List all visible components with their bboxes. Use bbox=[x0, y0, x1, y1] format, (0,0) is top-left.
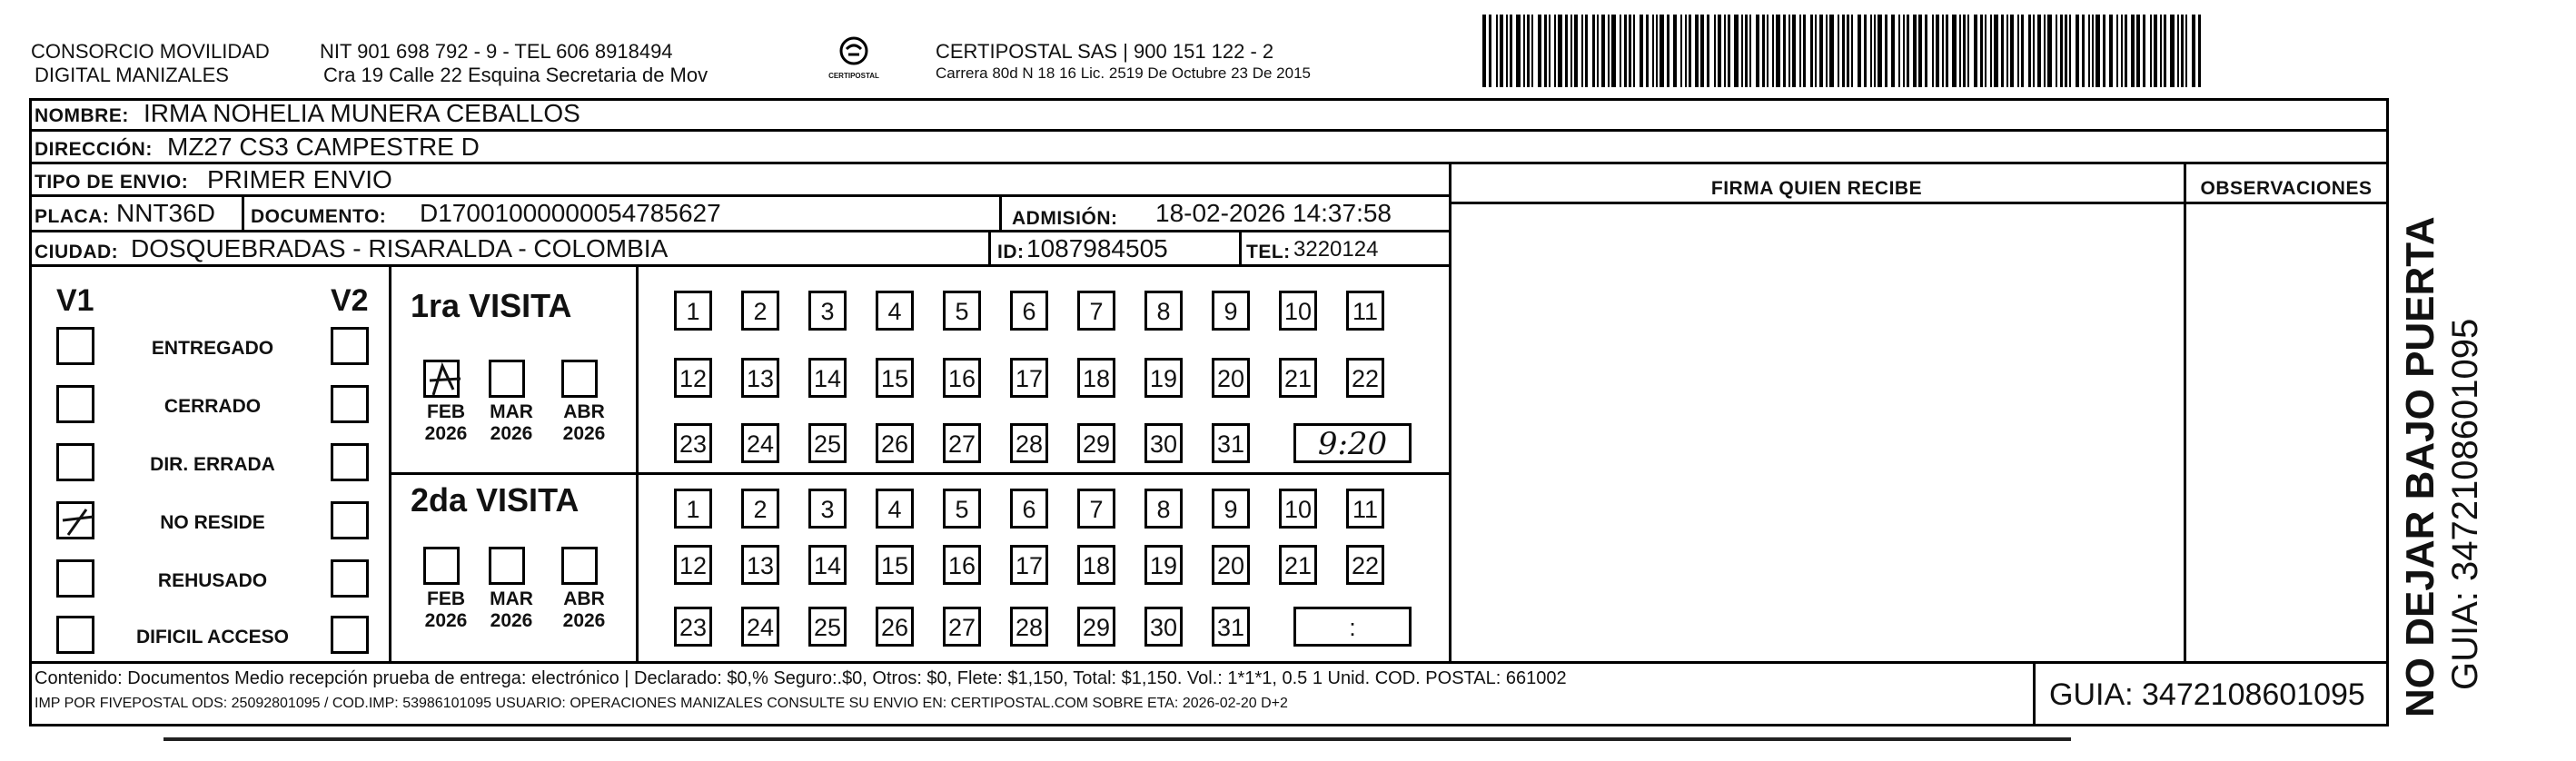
month-name: FEB bbox=[427, 588, 465, 609]
day-box[interactable]: 27 bbox=[943, 423, 981, 463]
month-year: 2026 bbox=[490, 423, 533, 444]
barcode-bar bbox=[1994, 15, 1998, 87]
barcode-bar bbox=[1990, 15, 1992, 87]
barcode-bar bbox=[1974, 15, 1977, 87]
status-option-label: DIFICIL ACCESO bbox=[135, 627, 289, 647]
barcode-bar bbox=[1538, 15, 1541, 87]
admision-value: 18-02-2026 14:37:58 bbox=[1155, 199, 1392, 227]
month-year: 2026 bbox=[424, 610, 468, 631]
day-box[interactable]: 21 bbox=[1279, 358, 1317, 398]
barcode-bar bbox=[1749, 15, 1751, 87]
barcode-bar bbox=[1624, 15, 1627, 87]
barcode-bar bbox=[1695, 15, 1699, 87]
barcode-bar bbox=[1652, 15, 1654, 87]
barcode-bar bbox=[1847, 15, 1849, 87]
day-box[interactable]: 7 bbox=[1077, 489, 1115, 529]
barcode-bar bbox=[2021, 15, 2024, 87]
barcode-bar bbox=[1942, 15, 1944, 87]
day-box[interactable]: 5 bbox=[943, 291, 981, 331]
barcode-bar bbox=[1581, 15, 1583, 87]
divider bbox=[1239, 232, 1242, 264]
barcode-bar bbox=[1932, 15, 1934, 87]
day-box[interactable]: 10 bbox=[1279, 489, 1317, 529]
side-guia: GUIA: 3472108601095 bbox=[2445, 318, 2485, 690]
barcode-bar bbox=[1936, 15, 1939, 87]
footer-guia: GUIA: 3472108601095 bbox=[2049, 677, 2365, 712]
barcode-bar bbox=[1680, 15, 1682, 87]
placa-value: NNT36D bbox=[116, 199, 215, 227]
time-box[interactable]: : bbox=[1293, 607, 1412, 647]
barcode-bar bbox=[1565, 15, 1568, 87]
barcode-bar bbox=[1776, 15, 1780, 87]
tel-label: TEL: bbox=[1246, 242, 1291, 262]
barcode-bar bbox=[1608, 15, 1610, 87]
barcode-bar bbox=[1489, 15, 1491, 87]
barcode-bar bbox=[1685, 15, 1687, 87]
barcode-bar bbox=[1549, 15, 1551, 87]
month-checkbox[interactable] bbox=[561, 360, 598, 398]
nit-line: NIT 901 698 792 - 9 - TEL 606 8918494 bbox=[320, 40, 673, 63]
checkmark-icon bbox=[59, 504, 97, 542]
documento-label: DOCUMENTO: bbox=[251, 206, 387, 227]
month-checkbox[interactable] bbox=[423, 360, 460, 398]
day-box[interactable]: 9 bbox=[1212, 291, 1250, 331]
month-name: ABR bbox=[563, 588, 605, 609]
v2-checkbox[interactable] bbox=[331, 501, 369, 539]
day-box[interactable]: 26 bbox=[876, 607, 914, 647]
barcode-bar bbox=[2154, 15, 2157, 87]
day-box[interactable]: 8 bbox=[1144, 489, 1183, 529]
barcode-bar bbox=[2037, 15, 2041, 87]
barcode-bar bbox=[2082, 15, 2085, 87]
barcode-bar bbox=[1838, 15, 1839, 87]
barcode-bar bbox=[1878, 15, 1882, 87]
barcode-bar bbox=[1718, 15, 1721, 87]
day-box[interactable]: 16 bbox=[943, 545, 981, 585]
month-label bbox=[480, 401, 543, 445]
day-box[interactable]: 17 bbox=[1010, 358, 1048, 398]
barcode-bar bbox=[1734, 15, 1739, 87]
day-box[interactable]: 6 bbox=[1010, 489, 1048, 529]
day-box[interactable]: 15 bbox=[876, 358, 914, 398]
status-divider bbox=[389, 267, 391, 661]
barcode-bar bbox=[1756, 15, 1759, 87]
day-box[interactable]: 4 bbox=[876, 489, 914, 529]
day-box[interactable]: 19 bbox=[1144, 358, 1183, 398]
barcode-bar bbox=[1611, 15, 1616, 87]
carrier-info bbox=[936, 40, 1311, 84]
barcode-bar bbox=[2076, 15, 2079, 87]
barcode-bar bbox=[1724, 15, 1726, 87]
month-label bbox=[480, 588, 543, 632]
day-box[interactable]: 4 bbox=[876, 291, 914, 331]
barcode-bar bbox=[1633, 15, 1635, 87]
divider bbox=[999, 197, 1002, 230]
barcode-bar bbox=[1523, 15, 1525, 87]
day-box[interactable]: 22 bbox=[1346, 545, 1384, 585]
tipo-label: TIPO DE ENVIO: bbox=[35, 172, 189, 193]
day-box[interactable]: 7 bbox=[1077, 291, 1115, 331]
barcode-bar bbox=[1980, 15, 1983, 87]
status-option-label: DIR. ERRADA bbox=[150, 454, 275, 475]
barcode-bar bbox=[1570, 15, 1572, 87]
barcode-bar bbox=[1646, 15, 1649, 87]
day-box[interactable]: 28 bbox=[1010, 607, 1048, 647]
firma-label: FIRMA QUIEN RECIBE bbox=[1710, 178, 1923, 199]
barcode-bar bbox=[2116, 15, 2118, 87]
barcode-bar bbox=[2185, 15, 2187, 87]
logo-icon bbox=[836, 36, 872, 67]
company-line-2: DIGITAL MANIZALES bbox=[35, 64, 229, 86]
footer-line-2: IMP POR FIVEPOSTAL ODS: 25092801095 / COD.IMP: 53986101095 USUARIO: OPERACIONES MANIZALES CONSULTE SU ENVIO EN: CERTIPOSTAL.COM SOBRE ETA: 2026-02-20 D+2 bbox=[35, 696, 1288, 711]
v2-checkbox[interactable] bbox=[331, 559, 369, 598]
barcode-bar bbox=[2060, 15, 2063, 87]
v2-checkbox[interactable] bbox=[331, 443, 369, 481]
day-box[interactable]: 5 bbox=[943, 489, 981, 529]
barcode-bar bbox=[1903, 15, 1905, 87]
tipo-value: PRIMER ENVIO bbox=[207, 165, 392, 193]
row-direccion bbox=[29, 132, 2387, 164]
row-placa-documento bbox=[29, 197, 1449, 232]
barcode-bar bbox=[1851, 15, 1853, 87]
barcode-bar bbox=[2044, 15, 2046, 87]
barcode-bar bbox=[1574, 15, 1578, 87]
day-box[interactable]: 24 bbox=[741, 607, 779, 647]
day-box[interactable]: 9 bbox=[1212, 489, 1250, 529]
tel-value: 3220124 bbox=[1293, 237, 1379, 262]
tear-line bbox=[163, 737, 2071, 741]
row-tipo-envio bbox=[29, 164, 1449, 197]
barcode-bar bbox=[2198, 15, 2201, 87]
barcode-bar bbox=[1592, 15, 1595, 87]
side-warning: NO DEJAR BAJO PUERTA bbox=[2398, 216, 2442, 717]
day-box[interactable]: 20 bbox=[1212, 358, 1250, 398]
barcode-bar bbox=[1967, 15, 1969, 87]
barcode-bar bbox=[1544, 15, 1547, 87]
barcode-bar bbox=[1585, 15, 1588, 87]
barcode-bar bbox=[1907, 15, 1909, 87]
day-box[interactable]: 3 bbox=[808, 291, 847, 331]
barcode-bar bbox=[2160, 15, 2162, 87]
row-ciudad bbox=[29, 232, 1449, 267]
day-box[interactable]: 16 bbox=[943, 358, 981, 398]
month-label bbox=[552, 401, 616, 445]
documento-value: D17001000000054785627 bbox=[420, 199, 721, 227]
barcode-bar bbox=[1946, 15, 1948, 87]
id-value: 1087984505 bbox=[1026, 234, 1168, 262]
barcode-bar bbox=[1898, 15, 1900, 87]
company-contact bbox=[320, 40, 708, 87]
barcode-bar bbox=[2069, 15, 2071, 87]
v1-checkbox[interactable] bbox=[56, 616, 94, 654]
barcode-bar bbox=[1660, 15, 1664, 87]
barcode-bar bbox=[1783, 15, 1786, 87]
day-box[interactable]: 23 bbox=[674, 607, 712, 647]
month-label bbox=[414, 588, 478, 632]
barcode-bar bbox=[1510, 15, 1512, 87]
day-box[interactable]: 26 bbox=[876, 423, 914, 463]
footer-divider bbox=[2033, 661, 2036, 726]
day-box[interactable]: 19 bbox=[1144, 545, 1183, 585]
barcode-bar bbox=[1985, 15, 1986, 87]
day-box[interactable]: 13 bbox=[741, 358, 779, 398]
barcode-bar bbox=[1506, 15, 1508, 87]
barcode-bar bbox=[2192, 15, 2195, 87]
barcode-bar bbox=[1874, 15, 1876, 87]
barcode-bar bbox=[1601, 15, 1605, 87]
barcode-bar bbox=[1516, 15, 1521, 87]
day-box[interactable]: 25 bbox=[808, 607, 847, 647]
barcode-bar bbox=[1620, 15, 1621, 87]
day-box[interactable]: 22 bbox=[1346, 358, 1384, 398]
v2-label: V2 bbox=[331, 283, 369, 318]
direccion-value: MZ27 CS3 CAMPESTRE D bbox=[167, 133, 480, 161]
barcode-bar bbox=[2181, 15, 2184, 87]
month-checkbox[interactable] bbox=[561, 547, 598, 585]
barcode-bar bbox=[1741, 15, 1743, 87]
barcode-bar bbox=[1554, 15, 1556, 87]
barcode-bar bbox=[1772, 15, 1774, 87]
ciudad-value: DOSQUEBRADAS - RISARALDA - COLOMBIA bbox=[131, 234, 669, 262]
v1-checkbox[interactable] bbox=[56, 501, 94, 539]
day-box[interactable]: 3 bbox=[808, 489, 847, 529]
visit-divider bbox=[389, 472, 1449, 475]
barcode-bar bbox=[1496, 15, 1498, 87]
barcode-bar bbox=[1799, 15, 1801, 87]
barcode-bar bbox=[2017, 15, 2019, 87]
day-box[interactable]: 2 bbox=[741, 489, 779, 529]
day-box[interactable]: 14 bbox=[808, 358, 847, 398]
month-name: MAR bbox=[490, 401, 533, 422]
company-line-1: CONSORCIO MOVILIDAD bbox=[31, 40, 270, 63]
month-year: 2026 bbox=[562, 610, 606, 631]
v1-checkbox[interactable] bbox=[56, 385, 94, 423]
day-box[interactable]: 10 bbox=[1279, 291, 1317, 331]
month-year: 2026 bbox=[562, 423, 606, 444]
barcode-bar bbox=[1629, 15, 1631, 87]
barcode-bar bbox=[1656, 15, 1658, 87]
day-box[interactable]: 11 bbox=[1346, 489, 1384, 529]
barcode-bar bbox=[1667, 15, 1669, 87]
certipostal-logo bbox=[817, 36, 890, 80]
month-checkbox[interactable] bbox=[489, 360, 525, 398]
barcode-bar bbox=[1527, 15, 1530, 87]
right-panel-divider bbox=[1449, 164, 1451, 661]
day-box[interactable]: 8 bbox=[1144, 291, 1183, 331]
day-box[interactable]: 23 bbox=[674, 423, 712, 463]
day-box[interactable]: 2 bbox=[741, 291, 779, 331]
month-divider bbox=[636, 267, 639, 661]
barcode-bar bbox=[1767, 15, 1769, 87]
divider bbox=[242, 197, 244, 230]
barcode-bar bbox=[2001, 15, 2004, 87]
barcode-bar bbox=[1745, 15, 1748, 87]
day-box[interactable]: 6 bbox=[1010, 291, 1048, 331]
barcode-bar bbox=[2109, 15, 2113, 87]
barcode-bar bbox=[2164, 15, 2166, 87]
v1-checkbox[interactable] bbox=[56, 559, 94, 598]
observaciones-label: OBSERVACIONES bbox=[2200, 178, 2373, 199]
nombre-value: IRMA NOHELIA MUNERA CEBALLOS bbox=[144, 99, 580, 127]
nombre-label: NOMBRE: bbox=[35, 105, 129, 126]
barcode-bar bbox=[1558, 15, 1562, 87]
barcode-bar bbox=[2103, 15, 2105, 87]
barcode-bar bbox=[1819, 15, 1823, 87]
barcode-bar bbox=[2047, 15, 2052, 87]
day-box[interactable]: 12 bbox=[674, 545, 712, 585]
day-box[interactable]: 29 bbox=[1077, 423, 1115, 463]
day-box[interactable]: 30 bbox=[1144, 607, 1183, 647]
v2-checkbox[interactable] bbox=[331, 327, 369, 365]
barcode-bar bbox=[1803, 15, 1806, 87]
barcode-bar bbox=[1842, 15, 1845, 87]
barcode-bar bbox=[1885, 15, 1887, 87]
status-option-label: REHUSADO bbox=[157, 570, 268, 591]
day-box[interactable]: 20 bbox=[1212, 545, 1250, 585]
day-box[interactable]: 31 bbox=[1212, 423, 1250, 463]
barcode-bar bbox=[1700, 15, 1704, 87]
barcode-bar bbox=[2088, 15, 2090, 87]
address-line: Cra 19 Calle 22 Esquina Secretaria de Mov bbox=[323, 64, 708, 86]
day-box[interactable]: 14 bbox=[808, 545, 847, 585]
day-box[interactable]: 11 bbox=[1346, 291, 1384, 331]
barcode-bar bbox=[1500, 15, 1503, 87]
checkmark-icon bbox=[426, 362, 462, 400]
v1-label: V1 bbox=[56, 283, 94, 318]
barcode-bar bbox=[2136, 15, 2140, 87]
barcode-bar bbox=[1952, 15, 1957, 87]
barcode-bar bbox=[1959, 15, 1961, 87]
status-option-label: CERRADO bbox=[163, 396, 262, 417]
barcode-bar bbox=[1673, 15, 1677, 87]
barcode-bar bbox=[1925, 15, 1927, 87]
day-box[interactable]: 15 bbox=[876, 545, 914, 585]
divider bbox=[988, 232, 991, 264]
day-box[interactable]: 1 bbox=[674, 291, 712, 331]
row-nombre bbox=[29, 98, 2387, 132]
barcode-bar bbox=[1482, 15, 1486, 87]
barcode-bar bbox=[1788, 15, 1790, 87]
placa-label: PLACA: bbox=[35, 206, 110, 227]
barcode-bar bbox=[2092, 15, 2094, 87]
right-header-line bbox=[1449, 202, 2389, 204]
day-box[interactable]: 30 bbox=[1144, 423, 1183, 463]
barcode-bar bbox=[1891, 15, 1895, 87]
barcode-bar bbox=[2006, 15, 2008, 87]
barcode-bar bbox=[1829, 15, 1834, 87]
barcode-bar bbox=[1864, 15, 1867, 87]
barcode-bar bbox=[1870, 15, 1872, 87]
admision-label: ADMISIÓN: bbox=[1012, 208, 1118, 229]
barcode-bar bbox=[2177, 15, 2179, 87]
carrier-line-2: Carrera 80d N 18 16 Lic. 2519 De Octubre 23 De 2015 bbox=[936, 64, 1311, 82]
month-name: MAR bbox=[490, 588, 533, 609]
barcode-bar bbox=[1815, 15, 1817, 87]
v1-checkbox[interactable] bbox=[56, 443, 94, 481]
barcode-bar bbox=[2033, 15, 2035, 87]
barcode-bar bbox=[2131, 15, 2135, 87]
month-name: FEB bbox=[427, 401, 465, 422]
month-name: ABR bbox=[563, 401, 605, 422]
footer-line-1: Contenido: Documentos Medio recepción prueba de entrega: electrónico | Declarado: $0,% Seguro:.$0, Otros: $0, Flete: $1,150, Total: $1,150. Vol.: 1*1*1, 0.5 1 Unid. COD. POSTAL: 661002 bbox=[35, 668, 1567, 688]
month-checkbox[interactable] bbox=[489, 547, 525, 585]
month-checkbox[interactable] bbox=[423, 547, 460, 585]
barcode-bar bbox=[1913, 15, 1917, 87]
month-year: 2026 bbox=[424, 423, 468, 444]
visit2-title: 2da VISITA bbox=[411, 481, 580, 519]
v1-checkbox[interactable] bbox=[56, 327, 94, 365]
month-label bbox=[414, 401, 478, 445]
barcode-bar bbox=[2028, 15, 2031, 87]
day-box[interactable]: 18 bbox=[1077, 358, 1115, 398]
day-box[interactable]: 25 bbox=[808, 423, 847, 463]
barcode-bar bbox=[1640, 15, 1643, 87]
v2-checkbox[interactable] bbox=[331, 385, 369, 423]
day-box[interactable]: 24 bbox=[741, 423, 779, 463]
time-box[interactable]: 9:20 bbox=[1293, 423, 1412, 463]
barcode-bar bbox=[1810, 15, 1813, 87]
direccion-label: DIRECCIÓN: bbox=[35, 139, 153, 160]
company-name bbox=[31, 40, 270, 87]
month-year: 2026 bbox=[490, 610, 533, 631]
barcode-bar bbox=[1597, 15, 1599, 87]
barcode-bar bbox=[1918, 15, 1922, 87]
logo-text: CERTIPOSTAL bbox=[828, 72, 879, 80]
day-box[interactable]: 18 bbox=[1077, 545, 1115, 585]
observaciones-divider bbox=[2184, 164, 2186, 661]
ciudad-label: CIUDAD: bbox=[35, 242, 119, 262]
id-label: ID: bbox=[997, 242, 1025, 262]
day-box[interactable]: 13 bbox=[741, 545, 779, 585]
barcode bbox=[1482, 15, 2209, 87]
day-box[interactable]: 31 bbox=[1212, 607, 1250, 647]
visit1-title: 1ra VISITA bbox=[411, 287, 572, 324]
barcode-bar bbox=[1714, 15, 1716, 87]
v2-checkbox[interactable] bbox=[331, 616, 369, 654]
barcode-bar bbox=[2125, 15, 2127, 87]
barcode-bar bbox=[2143, 15, 2145, 87]
barcode-bar bbox=[1531, 15, 1533, 87]
day-box[interactable]: 21 bbox=[1279, 545, 1317, 585]
day-box[interactable]: 27 bbox=[943, 607, 981, 647]
carrier-line-1: CERTIPOSTAL SAS | 900 151 122 - 2 bbox=[936, 40, 1274, 63]
barcode-bar bbox=[2121, 15, 2123, 87]
barcode-bar bbox=[1689, 15, 1691, 87]
barcode-bar bbox=[1728, 15, 1730, 87]
barcode-bar bbox=[1792, 15, 1796, 87]
barcode-bar bbox=[1762, 15, 1765, 87]
barcode-bar bbox=[2095, 15, 2100, 87]
barcode-bar bbox=[2010, 15, 2014, 87]
barcode-bar bbox=[1858, 15, 1861, 87]
day-box[interactable]: 1 bbox=[674, 489, 712, 529]
barcode-bar bbox=[1826, 15, 1828, 87]
barcode-bar bbox=[1707, 15, 1709, 87]
day-box[interactable]: 12 bbox=[674, 358, 712, 398]
barcode-bar bbox=[2056, 15, 2057, 87]
day-box[interactable]: 17 bbox=[1010, 545, 1048, 585]
barcode-bar bbox=[2065, 15, 2067, 87]
month-label bbox=[552, 588, 616, 632]
barcode-bar bbox=[2150, 15, 2152, 87]
day-box[interactable]: 28 bbox=[1010, 423, 1048, 463]
barcode-bar bbox=[1963, 15, 1966, 87]
status-option-label: ENTREGADO bbox=[151, 338, 274, 359]
barcode-bar bbox=[2170, 15, 2175, 87]
day-box[interactable]: 29 bbox=[1077, 607, 1115, 647]
status-option-label: NO RESIDE bbox=[160, 512, 265, 533]
